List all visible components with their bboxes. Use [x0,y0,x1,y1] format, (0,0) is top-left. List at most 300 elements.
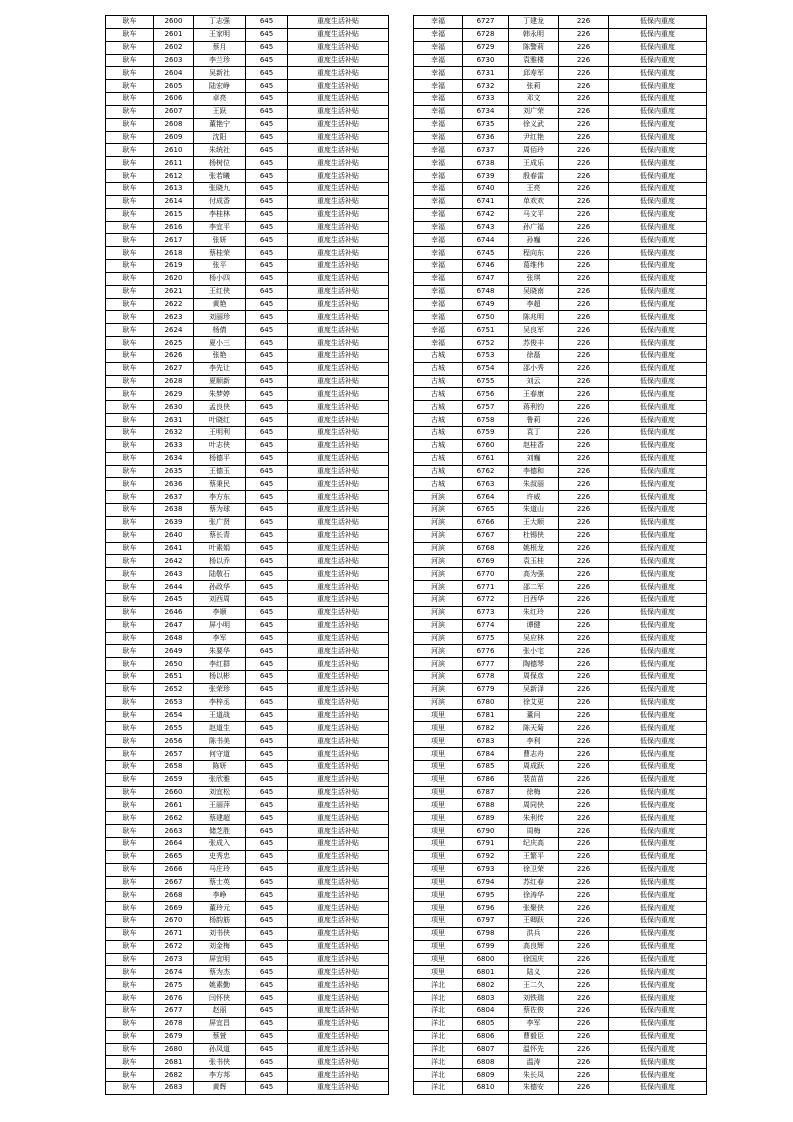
amount-cell: 226 [559,414,609,427]
amount-cell: 226 [559,902,609,915]
town-cell: 耿车 [106,118,154,131]
category-cell: 低保内重度 [609,195,707,208]
id-cell: 2639 [154,516,194,529]
name-cell: 鲁莉 [509,414,559,427]
table-row [106,349,389,362]
left-table [105,15,389,1095]
id-cell: 2630 [154,401,194,414]
category-cell: 重度生活补贴 [288,465,389,478]
table-row [106,157,389,170]
table-row [106,1056,389,1069]
table-row [414,940,707,953]
name-cell: 屏宜昌 [194,1017,246,1030]
amount-cell: 645 [246,157,288,170]
category-cell: 低保内重度 [609,1056,707,1069]
town-cell: 耿车 [106,799,154,812]
id-cell: 2610 [154,144,194,157]
table-row [414,683,707,696]
amount-cell: 226 [559,105,609,118]
name-cell: 孙巍 [509,234,559,247]
name-cell: 蔡建超 [194,812,246,825]
id-cell: 6807 [463,1043,509,1056]
id-cell: 2679 [154,1030,194,1043]
table-row [414,593,707,606]
table-row [106,760,389,773]
amount-cell: 226 [559,80,609,93]
amount-cell: 645 [246,324,288,337]
name-cell: 王丽萍 [194,799,246,812]
category-cell: 低保内重度 [609,247,707,260]
name-cell: 黄辉 [194,1082,246,1095]
amount-cell: 645 [246,953,288,966]
name-cell: 屏小明 [194,619,246,632]
table-row [106,131,389,144]
amount-cell: 226 [559,504,609,517]
name-cell: 裴苗苗 [509,773,559,786]
table-row [106,863,389,876]
amount-cell: 645 [246,1043,288,1056]
town-cell: 耿车 [106,1043,154,1056]
amount-cell: 645 [246,696,288,709]
town-cell: 洋北 [414,1017,463,1030]
table-row [414,105,707,118]
left-table-body [106,16,389,1095]
amount-cell: 645 [246,1004,288,1017]
table-row [106,748,389,761]
town-cell: 洋北 [414,979,463,992]
town-cell: 幸福 [414,80,463,93]
name-cell: 吴新社 [194,67,246,80]
category-cell: 重度生活补贴 [288,953,389,966]
category-cell: 低保内重度 [609,491,707,504]
amount-cell: 645 [246,362,288,375]
id-cell: 2656 [154,735,194,748]
name-cell: 周同侠 [509,799,559,812]
table-row [106,491,389,504]
town-cell: 耿车 [106,247,154,260]
amount-cell: 226 [559,645,609,658]
table-row [414,709,707,722]
table-row [414,979,707,992]
category-cell: 重度生活补贴 [288,760,389,773]
amount-cell: 645 [246,671,288,684]
name-cell: 蒋利钧 [509,401,559,414]
category-cell: 重度生活补贴 [288,671,389,684]
amount-cell: 226 [559,388,609,401]
amount-cell: 226 [559,272,609,285]
id-cell: 2616 [154,221,194,234]
category-cell: 低保内重度 [609,465,707,478]
id-cell: 6790 [463,825,509,838]
id-cell: 2608 [154,118,194,131]
town-cell: 耿车 [106,144,154,157]
name-cell: 周保彦 [509,671,559,684]
table-row [414,786,707,799]
category-cell: 低保内重度 [609,272,707,285]
name-cell: 卓亮 [194,93,246,106]
name-cell: 杨韵筋 [194,915,246,928]
amount-cell: 645 [246,812,288,825]
town-cell: 河滨 [414,542,463,555]
id-cell: 6758 [463,414,509,427]
table-row [106,208,389,221]
name-cell: 殷春雷 [509,170,559,183]
id-cell: 2631 [154,414,194,427]
category-cell: 低保内重度 [609,619,707,632]
category-cell: 低保内重度 [609,182,707,195]
town-cell: 项里 [414,812,463,825]
amount-cell: 226 [559,54,609,67]
id-cell: 6773 [463,606,509,619]
id-cell: 2619 [154,260,194,273]
id-cell: 6781 [463,709,509,722]
name-cell: 闫怀侠 [194,992,246,1005]
town-cell: 耿车 [106,683,154,696]
table-row [414,401,707,414]
amount-cell: 645 [246,902,288,915]
table-row [414,516,707,529]
name-cell: 李利 [509,735,559,748]
category-cell: 低保内重度 [609,16,707,29]
amount-cell: 645 [246,838,288,851]
table-row [414,439,707,452]
amount-cell: 226 [559,812,609,825]
town-cell: 项里 [414,825,463,838]
table-row [414,157,707,170]
id-cell: 6736 [463,131,509,144]
id-cell: 6805 [463,1017,509,1030]
town-cell: 耿车 [106,157,154,170]
category-cell: 重度生活补贴 [288,979,389,992]
town-cell: 洋北 [414,1004,463,1017]
town-cell: 耿车 [106,735,154,748]
category-cell: 低保内重度 [609,1004,707,1017]
name-cell: 徐涛华 [509,889,559,902]
table-row [414,529,707,542]
town-cell: 耿车 [106,786,154,799]
amount-cell: 226 [559,1017,609,1030]
amount-cell: 226 [559,324,609,337]
town-cell: 耿车 [106,1030,154,1043]
id-cell: 6804 [463,1004,509,1017]
id-cell: 2637 [154,491,194,504]
town-cell: 洋北 [414,992,463,1005]
category-cell: 重度生活补贴 [288,221,389,234]
town-cell: 幸福 [414,144,463,157]
name-cell: 张平 [194,260,246,273]
amount-cell: 645 [246,478,288,491]
id-cell: 2674 [154,966,194,979]
amount-cell: 645 [246,773,288,786]
id-cell: 6801 [463,966,509,979]
name-cell: 赵道生 [194,722,246,735]
id-cell: 2660 [154,786,194,799]
id-cell: 6785 [463,760,509,773]
table-row [414,1030,707,1043]
table-row [106,735,389,748]
id-cell: 6777 [463,658,509,671]
category-cell: 低保内重度 [609,28,707,41]
category-cell: 重度生活补贴 [288,195,389,208]
category-cell: 低保内重度 [609,555,707,568]
amount-cell: 645 [246,195,288,208]
id-cell: 6802 [463,979,509,992]
name-cell: 邵二军 [509,581,559,594]
category-cell: 重度生活补贴 [288,1069,389,1082]
amount-cell: 645 [246,966,288,979]
table-row [106,1069,389,1082]
name-cell: 张若曦 [194,170,246,183]
table-row [106,272,389,285]
table-row [414,555,707,568]
table-row [414,234,707,247]
category-cell: 重度生活补贴 [288,80,389,93]
category-cell: 低保内重度 [609,1043,707,1056]
amount-cell: 226 [559,221,609,234]
id-cell: 2644 [154,581,194,594]
table-row [106,953,389,966]
table-row [414,645,707,658]
category-cell: 低保内重度 [609,478,707,491]
table-row [414,889,707,902]
amount-cell: 645 [246,1056,288,1069]
id-cell: 6737 [463,144,509,157]
amount-cell: 226 [559,632,609,645]
table-row [106,414,389,427]
id-cell: 6754 [463,362,509,375]
id-cell: 2611 [154,157,194,170]
table-row [414,324,707,337]
table-row [414,465,707,478]
id-cell: 2642 [154,555,194,568]
id-cell: 2661 [154,799,194,812]
table-row [106,234,389,247]
table-row [106,478,389,491]
town-cell: 耿车 [106,28,154,41]
town-cell: 耿车 [106,606,154,619]
id-cell: 2612 [154,170,194,183]
table-row [106,401,389,414]
town-cell: 河滨 [414,619,463,632]
id-cell: 6795 [463,889,509,902]
town-cell: 项里 [414,773,463,786]
category-cell: 低保内重度 [609,581,707,594]
name-cell: 王德玉 [194,465,246,478]
category-cell: 低保内重度 [609,760,707,773]
table-row [106,581,389,594]
town-cell: 耿车 [106,953,154,966]
category-cell: 低保内重度 [609,645,707,658]
table-row [106,118,389,131]
amount-cell: 645 [246,234,288,247]
category-cell: 重度生活补贴 [288,696,389,709]
amount-cell: 645 [246,337,288,350]
amount-cell: 645 [246,41,288,54]
town-cell: 耿车 [106,555,154,568]
category-cell: 低保内重度 [609,812,707,825]
amount-cell: 645 [246,131,288,144]
town-cell: 耿车 [106,940,154,953]
table-row [414,298,707,311]
name-cell: 王亮 [509,182,559,195]
town-cell: 耿车 [106,773,154,786]
id-cell: 6730 [463,54,509,67]
category-cell: 重度生活补贴 [288,915,389,928]
table-row [106,773,389,786]
amount-cell: 645 [246,54,288,67]
name-cell: 夏小三 [194,337,246,350]
town-cell: 古城 [414,452,463,465]
town-cell: 河滨 [414,658,463,671]
amount-cell: 226 [559,401,609,414]
town-cell: 耿车 [106,1056,154,1069]
category-cell: 低保内重度 [609,979,707,992]
id-cell: 6749 [463,298,509,311]
town-cell: 耿车 [106,170,154,183]
name-cell: 周梅 [509,825,559,838]
name-cell: 韩永明 [509,28,559,41]
amount-cell: 226 [559,118,609,131]
amount-cell: 645 [246,1017,288,1030]
id-cell: 2620 [154,272,194,285]
table-row [106,247,389,260]
table-row [106,927,389,940]
id-cell: 6759 [463,427,509,440]
amount-cell: 226 [559,979,609,992]
town-cell: 项里 [414,876,463,889]
amount-cell: 645 [246,581,288,594]
table-row [414,838,707,851]
id-cell: 6734 [463,105,509,118]
amount-cell: 226 [559,748,609,761]
id-cell: 6806 [463,1030,509,1043]
id-cell: 6742 [463,208,509,221]
amount-cell: 645 [246,144,288,157]
id-cell: 6738 [463,157,509,170]
category-cell: 低保内重度 [609,850,707,863]
category-cell: 低保内重度 [609,105,707,118]
town-cell: 耿车 [106,452,154,465]
town-cell: 河滨 [414,504,463,517]
name-cell: 蔡佐俊 [509,1004,559,1017]
id-cell: 6798 [463,927,509,940]
id-cell: 6769 [463,555,509,568]
table-row [414,388,707,401]
town-cell: 河滨 [414,683,463,696]
table-row [106,337,389,350]
category-cell: 低保内重度 [609,41,707,54]
amount-cell: 645 [246,593,288,606]
category-cell: 低保内重度 [609,735,707,748]
amount-cell: 645 [246,825,288,838]
town-cell: 河滨 [414,581,463,594]
name-cell: 朱德安 [509,1082,559,1095]
name-cell: 王道战 [194,709,246,722]
town-cell: 耿车 [106,709,154,722]
table-row [106,388,389,401]
name-cell: 姚素勤 [194,979,246,992]
name-cell: 朱长凤 [509,1069,559,1082]
amount-cell: 226 [559,28,609,41]
amount-cell: 645 [246,272,288,285]
name-cell: 陆宏峥 [194,80,246,93]
name-cell: 叶晓红 [194,414,246,427]
amount-cell: 226 [559,16,609,29]
name-cell: 苏俊丰 [509,337,559,350]
category-cell: 重度生活补贴 [288,272,389,285]
id-cell: 6800 [463,953,509,966]
id-cell: 2627 [154,362,194,375]
town-cell: 耿车 [106,234,154,247]
table-row [106,709,389,722]
id-cell: 6770 [463,568,509,581]
amount-cell: 645 [246,516,288,529]
name-cell: 蔡士英 [194,876,246,889]
name-cell: 张聚侠 [509,902,559,915]
town-cell: 耿车 [106,260,154,273]
table-row [414,658,707,671]
category-cell: 重度生活补贴 [288,170,389,183]
table-row [106,1030,389,1043]
amount-cell: 226 [559,491,609,504]
id-cell: 2615 [154,208,194,221]
amount-cell: 226 [559,298,609,311]
id-cell: 6792 [463,850,509,863]
amount-cell: 645 [246,414,288,427]
table-row [106,632,389,645]
category-cell: 低保内重度 [609,401,707,414]
name-cell: 储芝胜 [194,825,246,838]
id-cell: 6796 [463,902,509,915]
id-cell: 2663 [154,825,194,838]
table-row [106,722,389,735]
amount-cell: 645 [246,748,288,761]
category-cell: 重度生活补贴 [288,825,389,838]
amount-cell: 645 [246,722,288,735]
category-cell: 低保内重度 [609,349,707,362]
id-cell: 6782 [463,722,509,735]
town-cell: 洋北 [414,1056,463,1069]
id-cell: 6775 [463,632,509,645]
id-cell: 2671 [154,927,194,940]
table-row [106,940,389,953]
amount-cell: 645 [246,786,288,799]
id-cell: 2652 [154,683,194,696]
category-cell: 低保内重度 [609,825,707,838]
amount-cell: 226 [559,940,609,953]
name-cell: 朱利传 [509,812,559,825]
category-cell: 重度生活补贴 [288,311,389,324]
id-cell: 2635 [154,465,194,478]
amount-cell: 645 [246,465,288,478]
town-cell: 耿车 [106,876,154,889]
name-cell: 王大顺 [509,516,559,529]
id-cell: 6757 [463,401,509,414]
id-cell: 2618 [154,247,194,260]
id-cell: 6743 [463,221,509,234]
town-cell: 耿车 [106,80,154,93]
category-cell: 重度生活补贴 [288,234,389,247]
category-cell: 低保内重度 [609,927,707,940]
name-cell: 曹毅臣 [509,1030,559,1043]
name-cell: 蔡月 [194,41,246,54]
town-cell: 幸福 [414,285,463,298]
table-row [106,170,389,183]
town-cell: 耿车 [106,850,154,863]
id-cell: 6787 [463,786,509,799]
name-cell: 刘金梅 [194,940,246,953]
name-cell: 徐艾更 [509,696,559,709]
